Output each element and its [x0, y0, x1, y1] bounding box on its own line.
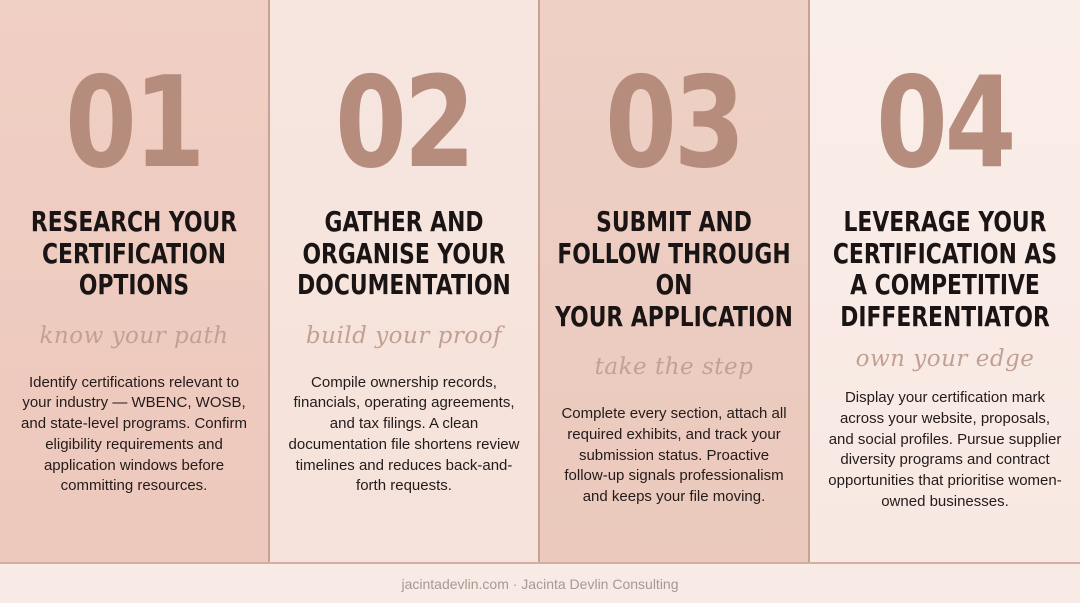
step-description: Display your certification mark across your website, proposals, and social profiles. Pursue supplier diversity programs and contract opportunities that prioritise women-owned businesses. [828, 389, 1062, 510]
step-number: 01 [65, 49, 203, 196]
step-description: Compile ownership records, financials, operating agreements, and tax filings. A clean documentation file shortens review timelines and reduces back-and-forth requests. [288, 373, 520, 495]
footer [0, 562, 1080, 603]
step-column-1 [0, 0, 270, 562]
step-title: RESEARCH YOUR CERTIFICATION OPTIONS [30, 205, 238, 301]
step-title: LEVERAGE YOUR CERTIFICATION AS A COMPETITIVE DIFFERENTIATOR [832, 205, 1058, 333]
step-column-4 [810, 0, 1080, 562]
step-tagline: build your proof [305, 322, 503, 349]
step-description: Complete every section, attach all required exhibits, and track your submission status. Proactive follow-up signals professionalism and keeps your file moving. [561, 405, 787, 506]
step-column-3 [540, 0, 810, 562]
step-column-2 [270, 0, 540, 562]
step-title: GATHER AND ORGANISE YOUR DOCUMENTATION [297, 205, 511, 301]
step-description: Identify certifications relevant to your industry — WBENC, WOSB, and state-level programs. Confirm eligibility requirements and application windows before committing resources. [21, 373, 247, 495]
step-number: 02 [335, 49, 473, 196]
step-number: 04 [876, 49, 1014, 196]
footer-credit: jacintadevlin.com · Jacinta Devlin Consulting [401, 575, 679, 592]
step-title: SUBMIT AND FOLLOW THROUGH ON YOUR APPLICATION [555, 205, 793, 333]
step-tagline: know your path [39, 322, 229, 349]
step-tagline: own your edge [855, 346, 1035, 372]
step-number: 03 [605, 49, 743, 196]
step-tagline: take the step [594, 354, 754, 380]
